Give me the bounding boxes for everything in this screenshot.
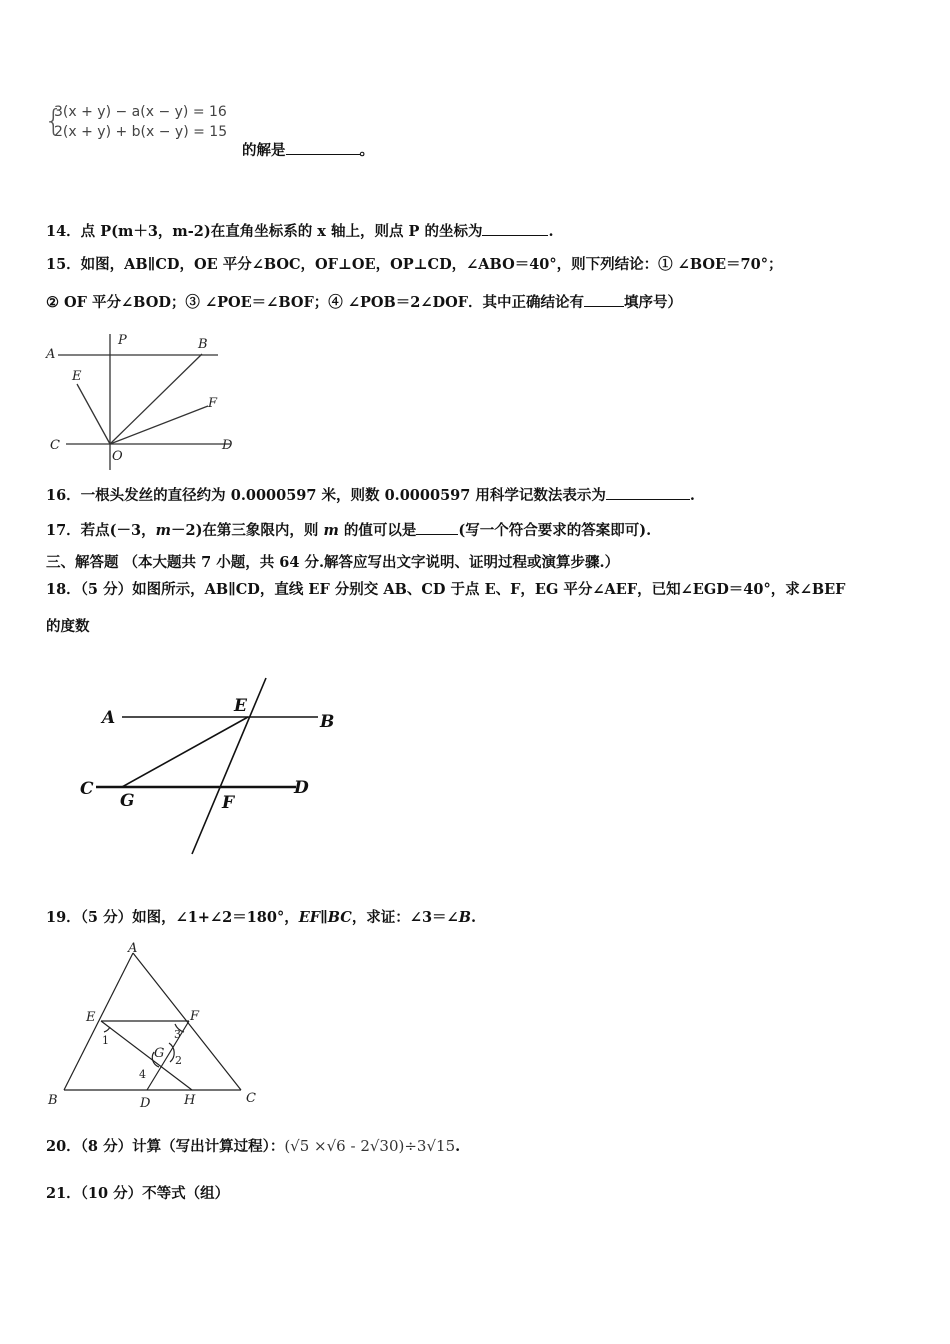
q19-angle-b: B	[458, 909, 471, 926]
label-g: G	[154, 1046, 165, 1061]
q15-figure	[44, 328, 244, 474]
label-d: D	[222, 438, 233, 453]
label-b: B	[320, 712, 335, 732]
q16-text: 16．一根头发丝的直径约为 0.0000597 米，则数 0.0000597 用科学记数法表示为	[46, 487, 606, 504]
segment-eg	[122, 717, 248, 787]
label-a: A	[102, 708, 116, 728]
q15-text: ② OF 平分∠BOD；③ ∠POE＝∠BOF；④ ∠POB＝2∠DOF．其中正确结论有	[46, 294, 585, 311]
label-f: F	[190, 1009, 200, 1024]
q20-end: .	[455, 1138, 461, 1155]
label-e: E	[72, 369, 82, 384]
ray-ob	[110, 354, 202, 444]
section-3-heading: 三、解答题 （本大题共 7 小题，共 64 分.解答应写出文字说明、证明过程或演算步骤.）	[46, 554, 620, 571]
question-21: 21．（10 分）不等式（组）	[46, 1185, 230, 1202]
label-d: D	[140, 1096, 151, 1111]
label-f: F	[222, 793, 235, 813]
angle-label-3: 3	[174, 1028, 181, 1041]
q19-parallel: EF∥BC	[298, 909, 352, 926]
q13-end: 。	[359, 142, 374, 159]
question-14	[46, 221, 554, 242]
label-b: B	[48, 1093, 58, 1108]
q18-figure	[76, 670, 356, 860]
angle-label-2: 2	[175, 1054, 182, 1067]
answer-blank[interactable]	[482, 221, 548, 236]
label-h: H	[184, 1093, 196, 1108]
answer-blank[interactable]	[584, 292, 624, 307]
q17-part-b: －2)在第三象限内，则	[170, 522, 319, 539]
q17-part-a: 17．若点(－3，	[46, 522, 156, 539]
question-15-line2	[46, 292, 682, 313]
line-ef	[192, 678, 266, 854]
label-d: D	[294, 778, 309, 798]
q16-end: .	[689, 487, 695, 504]
label-p: P	[118, 333, 127, 348]
label-e: E	[234, 696, 247, 716]
question-18-line2: 的度数	[46, 618, 90, 635]
q19-part-a: 19．（5 分）如图，∠1+∠2＝180°，	[46, 909, 299, 926]
question-16	[46, 485, 695, 506]
label-c: C	[50, 438, 60, 453]
q17-part-c: 的值可以是	[343, 522, 417, 539]
answer-blank[interactable]	[606, 485, 690, 500]
question-19	[46, 908, 476, 928]
q20-expression: (√5 ×√6 - 2√30)÷3√15	[284, 1137, 456, 1155]
q19-part-c: ，求证：∠3＝∠	[351, 909, 459, 926]
q14-end: .	[548, 223, 554, 240]
q13-tail: 的解是	[242, 142, 286, 159]
equation-2: 2(x + y) + b(x − y) = 15	[54, 124, 228, 140]
ray-of	[110, 406, 208, 444]
label-g: G	[120, 791, 135, 811]
question-15-line1: 15．如图，AB∥CD，OE 平分∠BOC，OF⊥OE，OP⊥CD，∠ABO＝40°，则下列结论：① ∠BOE＝70°；	[46, 256, 783, 273]
equation-system	[46, 102, 227, 142]
angle-1-arc	[104, 1027, 110, 1032]
q17-var-m: m	[155, 522, 171, 539]
label-f: F	[208, 396, 218, 411]
question-18-line1: 18．（5 分）如图所示，AB∥CD，直线 EF 分别交 AB、CD 于点 E、F，EG 平分∠AEF，已知∠EGD＝40°，求∠BEF	[46, 581, 846, 598]
answer-blank[interactable]	[286, 140, 360, 155]
answer-blank[interactable]	[416, 520, 458, 535]
angle-label-4: 4	[139, 1068, 146, 1081]
label-e: E	[86, 1010, 96, 1025]
q17-part-d: (写一个符合要求的答案即可).	[458, 522, 652, 539]
q13-answer-line	[242, 140, 374, 161]
label-o: O	[112, 449, 123, 464]
label-a: A	[128, 941, 138, 956]
angle-label-1: 1	[102, 1034, 109, 1047]
q19-figure	[44, 940, 274, 1112]
q17-var-m: m	[323, 522, 339, 539]
ray-oe	[77, 384, 110, 444]
label-c: C	[246, 1091, 256, 1106]
label-a: A	[46, 347, 56, 362]
equation-1: 3(x + y) − a(x − y) = 16	[54, 104, 227, 120]
q15-tail: 填序号）	[624, 294, 683, 311]
question-20	[46, 1136, 460, 1157]
q19-end: .	[470, 909, 477, 926]
brace-icon: {	[44, 104, 64, 139]
label-b: B	[198, 337, 208, 352]
question-17	[46, 520, 651, 541]
q20-text: 20．（8 分）计算（写出计算过程）：	[46, 1138, 285, 1155]
q14-text: 14．点 P(m＋3，m-2)在直角坐标系的 x 轴上，则点 P 的坐标为	[46, 223, 483, 240]
label-c: C	[80, 779, 94, 799]
